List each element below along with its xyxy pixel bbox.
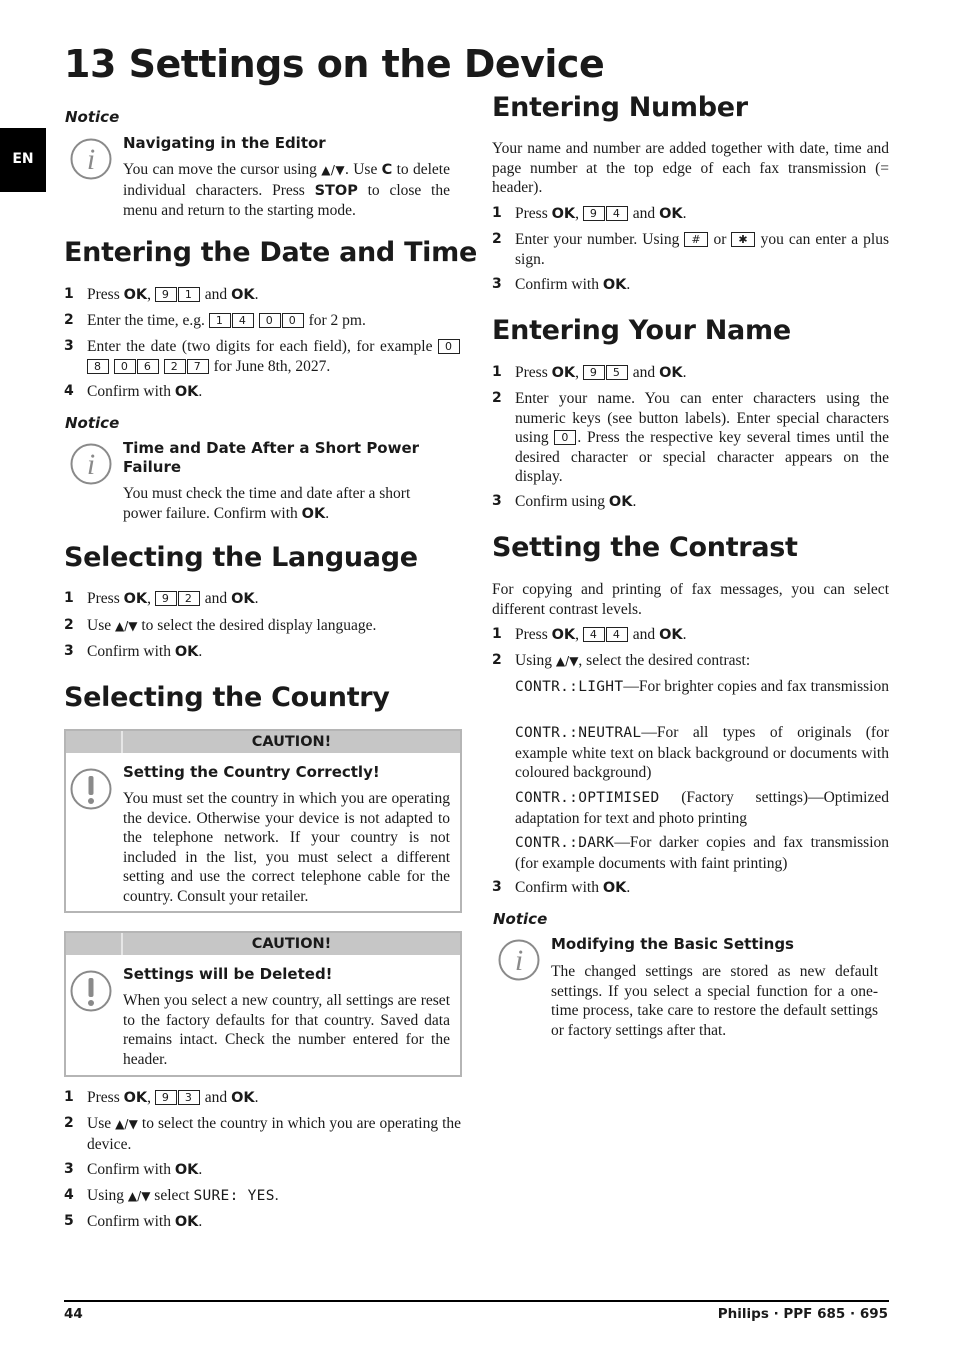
key-cap: 0 xyxy=(438,339,460,354)
notice-text: The changed settings are stored as new default settings. If you select a special function for a one-time process, take care to restore the default settings or factory settings after that. xyxy=(551,963,878,1039)
notice-label: Notice xyxy=(65,414,120,432)
key-cap: 5 xyxy=(606,365,628,380)
caution-heading: Setting the Country Correctly! xyxy=(123,763,380,781)
key-cap: # xyxy=(684,232,707,247)
display-text: CONTR.:LIGHT xyxy=(515,679,624,695)
notice-label: Notice xyxy=(493,910,548,928)
page-title: 13 Settings on the Device xyxy=(64,42,605,86)
up-down-arrows-icon: ▲/▼ xyxy=(555,654,579,668)
key-cap: 1 xyxy=(209,313,231,328)
exclamation-icon xyxy=(70,970,112,1012)
display-text: CONTR.:NEUTRAL xyxy=(515,725,642,741)
notice-label: Notice xyxy=(65,108,120,126)
contrast-option: CONTR.:LIGHT—For brighter copies and fax transmission xyxy=(515,678,889,695)
key-cap: 6 xyxy=(137,359,159,374)
notice-heading: Modifying the Basic Settings xyxy=(551,935,794,953)
info-icon xyxy=(498,939,540,981)
up-down-arrows-icon: ▲/▼ xyxy=(127,1189,151,1203)
notice-heading: Failure xyxy=(123,458,182,476)
key-cap: 0 xyxy=(114,359,136,374)
section-heading-contrast: Setting the Contrast xyxy=(492,532,798,563)
key-cap: 0 xyxy=(259,313,281,328)
key-cap: 0 xyxy=(554,430,576,445)
up-down-arrows-icon: ▲/▼ xyxy=(115,1117,138,1131)
contrast-option: CONTR.:OPTIMISED (Factory settings)—Optimized adaptation for text and photo printing xyxy=(515,789,889,827)
key-cap: 4 xyxy=(583,627,605,642)
key-cap: 4 xyxy=(232,313,254,328)
svg-text:i: i xyxy=(514,944,524,977)
section-heading-country: Selecting the Country xyxy=(64,682,390,713)
key-cap: 4 xyxy=(606,627,628,642)
section-heading-name: Entering Your Name xyxy=(492,315,791,346)
key-cap: 9 xyxy=(155,1090,177,1105)
notice-heading: Time and Date After a Short Power xyxy=(123,439,420,457)
key-cap: 7 xyxy=(187,359,209,374)
notice-text: You must check the time and date after a short power failure. Confirm with OK. xyxy=(123,485,411,522)
display-text: CONTR.:OPTIMISED xyxy=(515,790,660,806)
info-icon xyxy=(70,138,112,180)
section-heading-number: Entering Number xyxy=(492,92,748,123)
key-cap: 9 xyxy=(583,365,605,380)
language-tab: EN xyxy=(0,128,46,192)
key-cap: 9 xyxy=(155,287,177,302)
svg-text:i: i xyxy=(86,448,96,481)
caution-label: CAUTION! xyxy=(251,734,332,750)
display-text: CONTR.:DARK xyxy=(515,835,615,851)
caution-text: When you select a new country, all settings are reset to the factory defaults for that country. Saved data remains intact. Check the number entered for the header. xyxy=(123,992,450,1068)
key-cap: 0 xyxy=(282,313,304,328)
info-icon xyxy=(70,443,112,485)
section-heading-date-time: Entering the Date and Time xyxy=(64,237,477,268)
section-intro: For copying and printing of fax messages, you can select different contrast levels. xyxy=(492,581,889,618)
key-cap: 8 xyxy=(87,359,109,374)
page-number: 44 xyxy=(64,1306,83,1322)
product-name: Philips · PPF 685 · 695 xyxy=(717,1306,888,1322)
key-cap: 2 xyxy=(178,591,200,606)
section-intro: Your name and number are added together with date, time and page number at the top edge of each fax transmission (= header). xyxy=(492,140,889,196)
exclamation-icon xyxy=(70,768,112,810)
key-cap: 2 xyxy=(164,359,186,374)
caution-text: You must set the country in which you are operating the device. Otherwise your device is not adapted to the telephone network. If your country is not included in the list, you must select a different setting and use the correct telephone cable for the country. Consult your retailer. xyxy=(123,790,450,905)
section-heading-language: Selecting the Language xyxy=(64,542,418,573)
contrast-option: CONTR.:DARK—For darker copies and fax transmission (for example documents with faint printing) xyxy=(515,834,889,872)
footer-rule xyxy=(64,1300,889,1302)
notice-heading: Navigating in the Editor xyxy=(123,134,326,152)
notice-text: You can move the cursor using ▲/▼. Use C to delete individual characters. Press STOP to close the menu and return to the starting mode. xyxy=(123,161,450,219)
key-cap: 4 xyxy=(606,206,628,221)
svg-text:i: i xyxy=(86,143,96,176)
key-cap: 9 xyxy=(583,206,605,221)
up-down-arrows-icon: ▲/▼ xyxy=(114,619,138,633)
key-cap: 9 xyxy=(155,591,177,606)
caution-heading: Settings will be Deleted! xyxy=(123,965,333,983)
key-cap: 3 xyxy=(178,1090,200,1105)
key-cap: ✱ xyxy=(731,232,754,247)
key-cap: 1 xyxy=(178,287,200,302)
caution-label: CAUTION! xyxy=(251,936,332,952)
contrast-option: CONTR.:NEUTRAL—For all types of originals (for example white text on black background or documents with coloured background) xyxy=(515,724,889,781)
display-text: SURE: YES xyxy=(193,1188,275,1204)
